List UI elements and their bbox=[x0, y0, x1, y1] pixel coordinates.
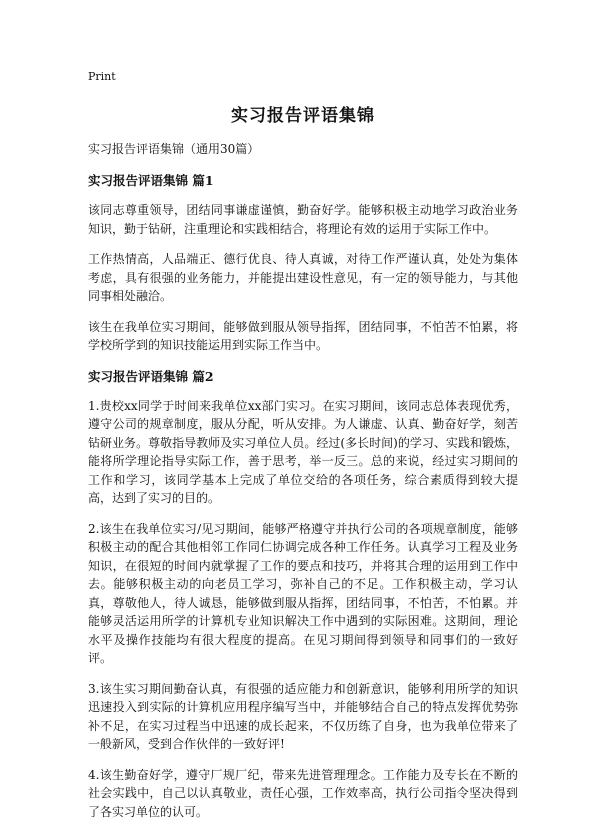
print-label[interactable]: Print bbox=[88, 70, 116, 83]
section-heading: 实习报告评语集锦 篇2 bbox=[88, 368, 214, 384]
document-subtitle: 实习报告评语集锦（通用30篇） bbox=[88, 142, 260, 156]
section-heading: 实习报告评语集锦 篇1 bbox=[88, 173, 214, 188]
section-1 bbox=[88, 171, 518, 355]
paragraph: 该生在我单位实习期间，能够做到服从领导指挥，团结同事，不怕苦不怕累，将学校所学到的知识技能运用到实际工作当中。 bbox=[88, 319, 518, 352]
paragraph: 3.该生实习期间勤奋认真，有很强的适应能力和创新意识，能够利用所学的知识迅速投入到实际的计算机应用程序编写当中，并能够结合自己的特点发挥优势弥补不足，在实习过程当中迅速的成长起来，不仅历练了自身，也为我单位带来了一般新风，受到合作伙伴的一致好评! bbox=[88, 681, 518, 751]
paragraph: 1.贵校xx同学于时间来我单位xx部门实习。在实习期间，该同志总体表现优秀，遵守公司的规章制度，服从分配，听从安排。为人谦虚、认真、勤奋好学，刻苦钻研业务。尊敬指导教师及实习单位人员。经过(多长时间)的学习、实践和锻炼，能将所学理论指导实际工作，善于思考，举一反三。总的来说，经过实习期间的工作和学习，该同学基本上完成了单位交给的各项任务，综合素质得到较大提高，达到了实习的目的。 bbox=[88, 398, 518, 505]
paragraph: 4.该生勤奋好学，遵守厂规厂纪，带来先进管理理念。工作能力及专长在不断的社会实践中，自己以认真敬业，责任心强，工作效率高，执行公司指令坚决得到了各实习单位的认可。 bbox=[88, 767, 518, 819]
paragraph: 工作热情高，人品端正、德行优良、待人真诚，对待工作严谨认真，处处为集体考虑，具有很强的业务能力，并能提出建设性意见，有一定的领导能力，与其他同事相处融洽。 bbox=[88, 252, 518, 303]
paragraph: 该同志尊重领导，团结同事谦虚谨慎，勤奋好学。能够积极主动地学习政治业务知识，勤于钻研，注重理论和实践相结合，将理论有效的运用于实际工作中。 bbox=[88, 203, 518, 236]
page-title: 实习报告评语集锦 bbox=[231, 106, 375, 126]
paragraph: 2.该生在我单位实习/见习期间，能够严格遵守并执行公司的各项规章制度，能够积极主动的配合其他相邻工作同仁协调完成各种工作任务。认真学习工程及业务知识，在很短的时间内就掌握了工作的要点和技巧，并将其合理的运用到工作中去。能够积极主动的向老员工学习，弥补自己的不足。工作积极主动，学习认真，尊敬他人，待人诚恳，能够做到服从指挥，团结同事，不怕苦，不怕累。并能够灵活运用所学的计算机专业知识解决工作中遇到的实际困难。这期间，理论水平及操作技能均有很大程度的提高。在见习期间得到领导和同事们的一致好评。 bbox=[88, 521, 518, 665]
document-page bbox=[88, 70, 518, 833]
section-2 bbox=[88, 367, 518, 822]
